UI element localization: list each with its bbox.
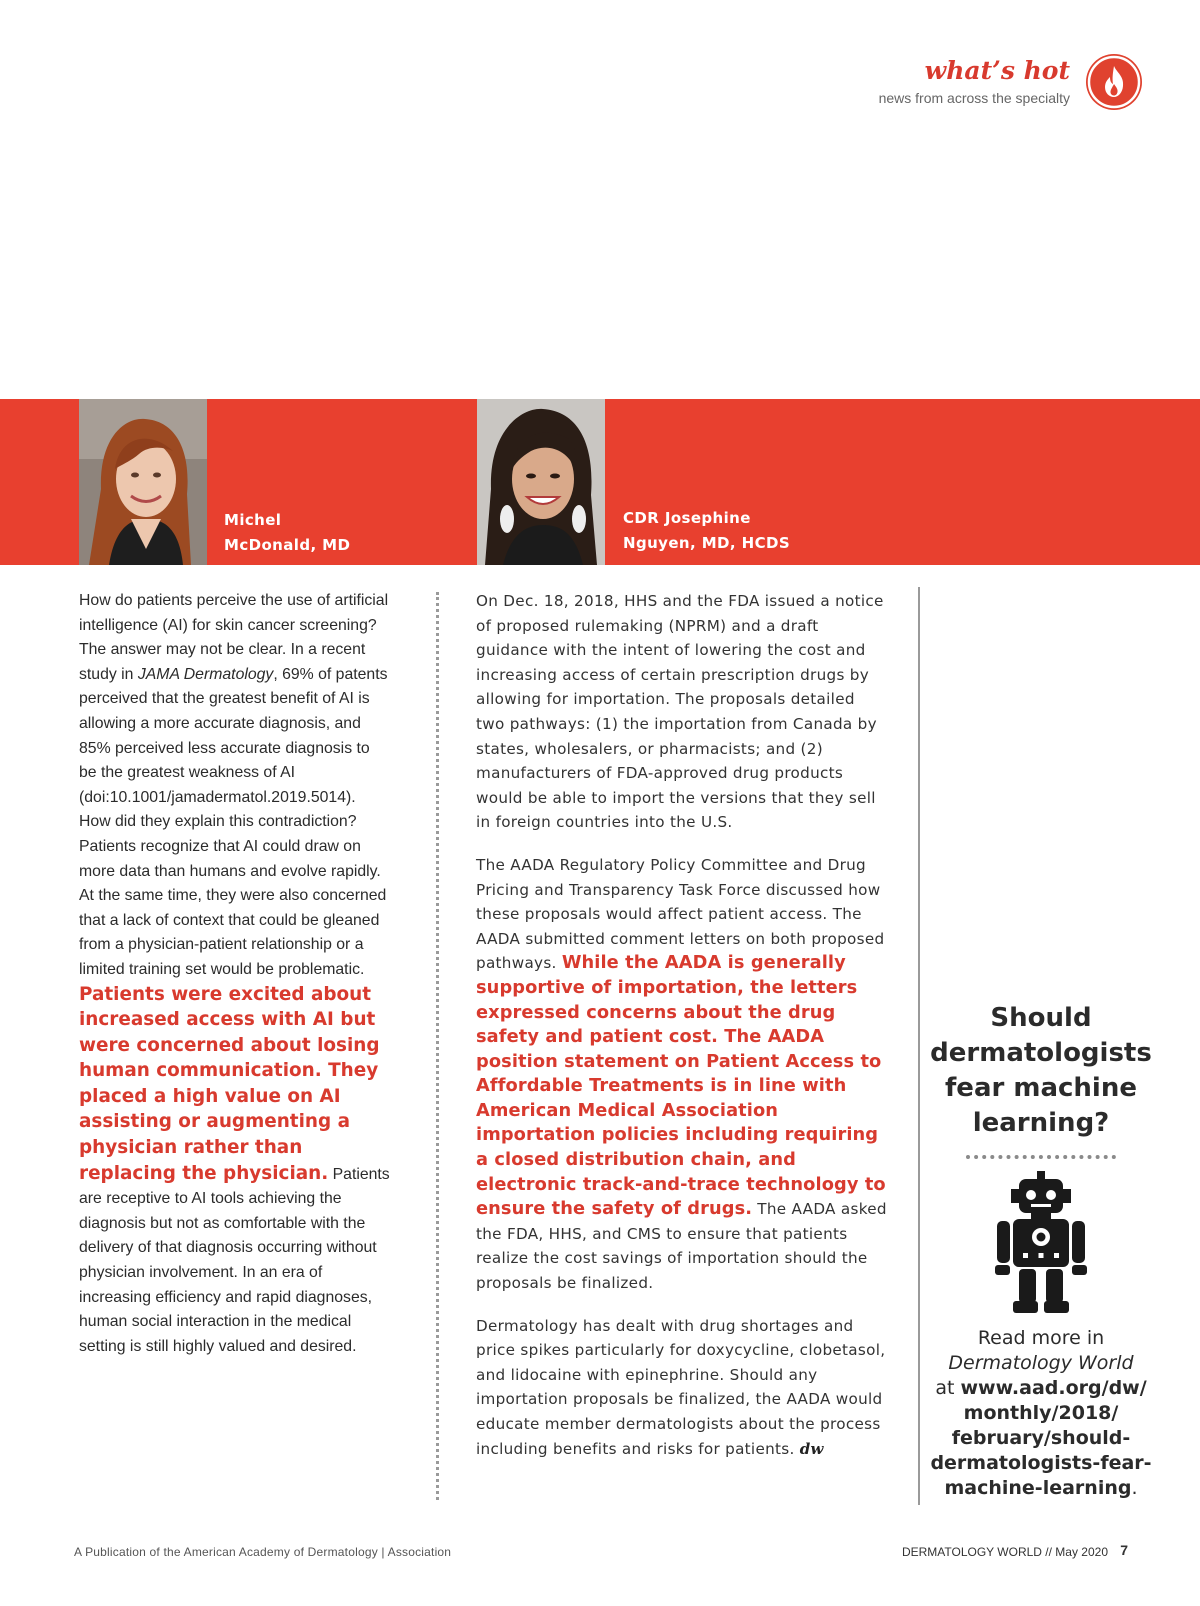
paragraph — [476, 1314, 888, 1462]
at-label: at — [935, 1377, 955, 1399]
footer-publisher: A Publication of the American Academy of Dermatology | Association — [74, 1545, 452, 1559]
author-name-mcdonald — [224, 508, 350, 558]
section-header — [742, 54, 1142, 114]
footer-issue: DERMATOLOGY WORLD // May 2020 — [901, 1545, 1108, 1559]
publication-name: Dermatology World — [948, 1352, 1134, 1374]
author-photo-mcdonald — [79, 399, 207, 565]
sidebar-title: Should dermatologists fear machine learning? — [930, 1003, 1152, 1138]
pull-quote: While the AADA is generally supportive of importation, the letters expressed concerns about the drug safety and patient cost. The AADA position statement on Patient Access to Affordable Treatments is in line with American Medical Association importation policies including requiring a closed distribution chain, and electronic track-and-trace technology to ensure the safety of drugs. — [476, 952, 886, 1220]
body-text: The AADA Regulatory Policy Committee and Drug Pricing and Transparency Task Force discussed how these proposals would affect patient access. The AADA submitted comment letters on both proposed pathways. — [476, 855, 885, 973]
flame-icon — [1086, 54, 1142, 110]
author-name-line: CDR Josephine — [623, 509, 751, 527]
author-name-line: Michel — [224, 511, 282, 529]
page-number: 7 — [1120, 1542, 1128, 1558]
body-text: The AADA asked the FDA, HHS, and CMS to ensure that patients realize the cost savings of importation should the proposals be finalized. — [476, 1200, 887, 1293]
read-more-label: Read more in — [977, 1327, 1105, 1349]
sidebar-callout — [930, 1001, 1152, 1501]
article-column-ai — [79, 589, 391, 1359]
robot-icon — [991, 1171, 1091, 1314]
column-divider — [436, 592, 439, 1500]
article-column-importation — [476, 589, 888, 1479]
paragraph: On Dec. 18, 2018, HHS and the FDA issued a notice of proposed rulemaking (NPRM) and a draft guidance with the intent of lowering the cost and increasing access of certain prescription drugs by allowing for importation. The proposals detailed two pathways: (1) the importation from Canada by states, wholesalers, or pharmacists; and (2) manufacturers of FDA-approved drug products would be able to import the versions that they sell in foreign countries into the U.S. — [476, 592, 884, 832]
end-signature: dw — [799, 1439, 824, 1458]
read-more-text — [930, 1326, 1152, 1501]
body-text: , 69% of patents perceived that the greatest benefit of AI is allowing a more accurate diagnosis, and 85% perceived less accurate diagnosis to be the greatest weakness of AI (doi:10.1001/jamadermatol.2019.5014). How did they explain this contradiction? Patients recognize that AI could draw on more data than humans and evolve rapidly. At the same time, they were also concerned that a lack of context that could be gleaned from a physician-patient relationship or a limited training set would be problematic. — [79, 665, 388, 978]
body-text: Patients are receptive to AI tools achieving the diagnosis but not as comfortable with the delivery of that diagnosis occurring without physician involvement. In an era of increasing efficiency and rapid diagnoses, human social interaction in the medical setting is still highly valued and desired. — [79, 1165, 390, 1355]
author-name-line: Nguyen, MD, HCDS — [623, 534, 791, 552]
journal-name: JAMA Dermatology — [137, 665, 274, 683]
author-name-line: McDonald, MD — [224, 536, 351, 554]
author-photo-nguyen — [477, 399, 605, 565]
body-text: Dermatology has dealt with drug shortages and price spikes particularly for doxycycline, clobetasol, and lidocaine with epinephrine. Should any importation proposals be finalized, the AADA would educate member dermatologists about the process including benefits and risks for patients. — [476, 1316, 886, 1458]
paragraph — [476, 853, 888, 1296]
sidebar-divider — [918, 587, 920, 1505]
author-name-nguyen — [623, 506, 790, 556]
dotted-divider — [966, 1155, 1116, 1159]
body-text: How do patients perceive the use of artificial intelligence (AI) for skin cancer screening? The answer may not be clear. In a recent study in — [79, 592, 389, 683]
link-period: . — [1131, 1477, 1138, 1499]
read-more-link[interactable]: www.aad.org/dw/monthly/2018/february/should-dermatologists-fear-machine-learning — [930, 1377, 1152, 1499]
section-title: what’s hot — [924, 56, 1070, 85]
section-subtitle: news from across the specialty — [878, 90, 1070, 106]
pull-quote: Patients were excited about increased access with AI but were concerned about losing human communication. They placed a high value on AI assisting or augmenting a physician rather than replacing the physician. — [79, 983, 380, 1184]
